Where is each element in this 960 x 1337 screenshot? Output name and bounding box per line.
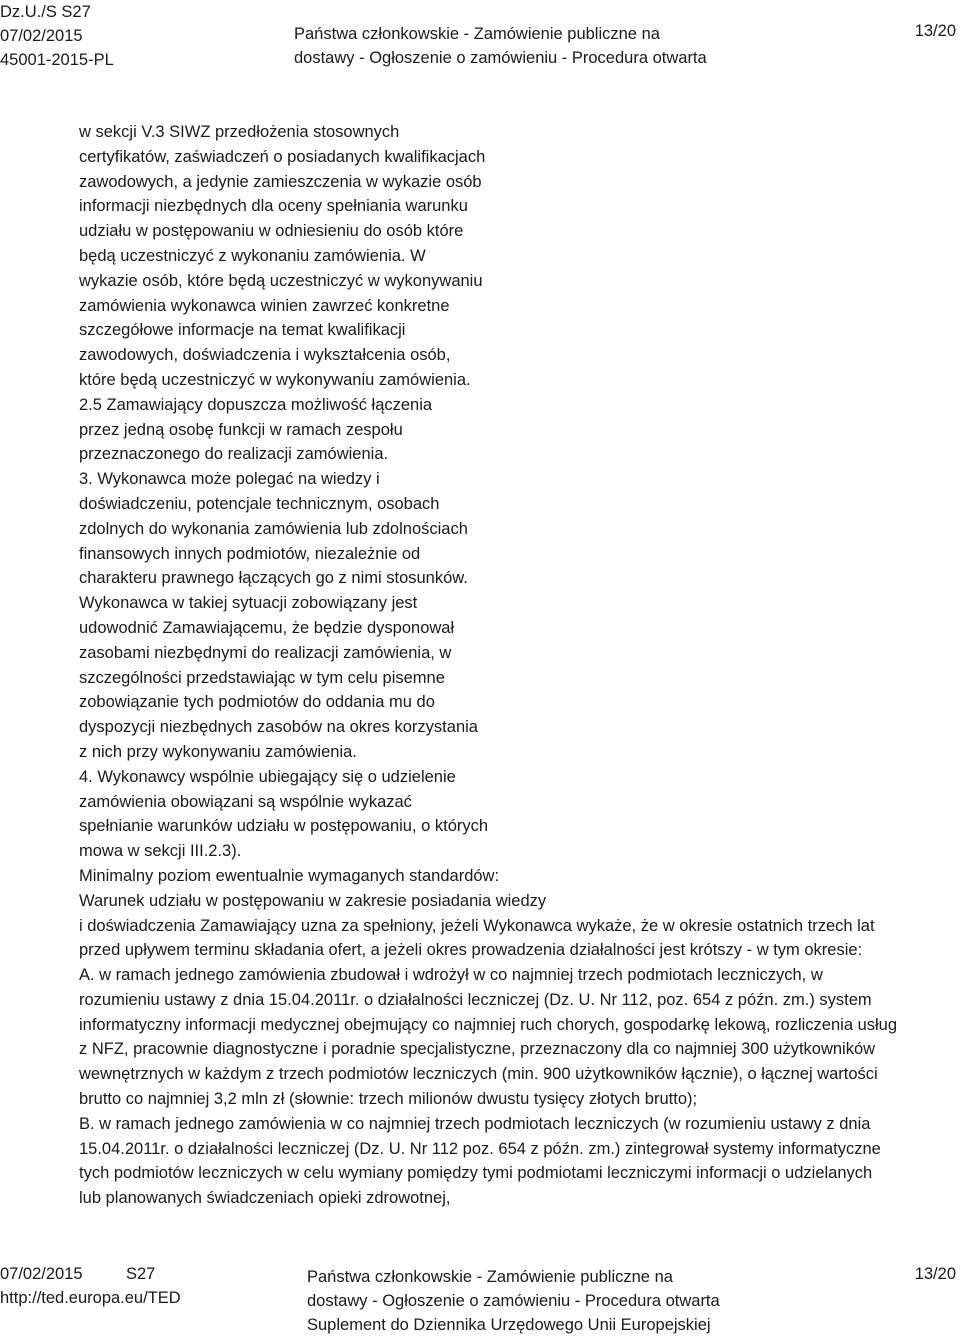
- body-line: zdolnych do wykonania zamówienia lub zdolnościach: [79, 519, 468, 538]
- body-line: zamówienia obowiązani są wspólnie wykazać: [79, 792, 412, 811]
- body-line: mowa w sekcji III.2.3).: [79, 842, 242, 861]
- body-line: informacji niezbędnych dla oceny spełniania warunku: [79, 197, 468, 216]
- body-line: 4. Wykonawcy wspólnie ubiegający się o udzielenie: [79, 767, 456, 786]
- body-line: przez jedną osobę funkcji w ramach zespołu: [79, 420, 403, 439]
- body-line: A. w ramach jednego zamówienia zbudował i wdrożył w co najmniej trzech podmiotach leczniczych, w: [79, 966, 823, 985]
- body-line: lub planowanych świadczeniach opieki zdrowotnej,: [79, 1189, 451, 1208]
- header-left: [0, 0, 114, 72]
- body-line: przeznaczonego do realizacji zamówienia.: [79, 445, 389, 464]
- header-title: [294, 22, 794, 70]
- body-line: finansowych innych podmiotów, niezależnie od: [79, 544, 421, 563]
- header-title-line2: dostawy - Ogłoszenie o zamówieniu - Procedura otwarta: [294, 49, 707, 67]
- body-line: doświadczeniu, potencjale technicznym, osobach: [79, 494, 440, 513]
- body-line: tych podmiotów leczniczych w celu wymiany pomiędzy tymi podmiotami leczniczymi informacji o udzielanych: [79, 1164, 873, 1183]
- body-line: Wykonawca w takiej sytuacji zobowiązany jest: [79, 594, 418, 613]
- body-line: udziału w postępowaniu w odniesieniu do osób które: [79, 222, 464, 241]
- body-line: zawodowych, doświadczenia i wykształcenia osób,: [79, 346, 451, 365]
- body-line: udowodnić Zamawiającemu, że będzie dysponował: [79, 618, 455, 637]
- body-line: rozumieniu ustawy z dnia 15.04.2011r. o działalności leczniczej (Dz. U. Nr 112, poz. 654 z późn. zm.) system: [79, 990, 872, 1009]
- footer-date: 07/02/2015: [0, 1265, 83, 1283]
- body-line: przed upływem terminu składania ofert, a jeżeli okres prowadzenia działalności jest krótszy - w tym okresie:: [79, 941, 863, 960]
- document-body: [79, 120, 897, 1211]
- body-line: wykazie osób, które będą uczestniczyć w wykonywaniu: [79, 271, 483, 290]
- footer-title-line3: Suplement do Dziennika Urzędowego Unii Europejskiej: [307, 1316, 711, 1334]
- body-line: Warunek udziału w postępowaniu w zakresie posiadania wiedzy: [79, 891, 547, 910]
- body-line: i doświadczenia Zamawiający uzna za spełniony, jeżeli Wykonawca wykaże, że w okresie ostatnich trzech lat: [79, 916, 875, 935]
- body-line: brutto co najmniej 3,2 mln zł (słownie: trzech milionów dwustu tysięcy złotych brutto);: [79, 1090, 698, 1109]
- body-line: B. w ramach jednego zamówienia w co najmniej trzech podmiotach leczniczych (w rozumieniu ustawy z dnia: [79, 1114, 871, 1133]
- body-line: spełnianie warunków udziału w postępowaniu, o których: [79, 817, 489, 836]
- body-line: szczegółowe informacje na temat kwalifikacji: [79, 321, 406, 340]
- journal-ref: Dz.U./S S27: [0, 3, 91, 21]
- footer-title: [307, 1265, 720, 1337]
- body-line: 15.04.2011r. o działalności leczniczej (Dz. U. Nr 112 poz. 654 z późn. zm.) zintegrował systemy informatyczne: [79, 1139, 881, 1158]
- body-line: 3. Wykonawca może polegać na wiedzy i: [79, 470, 380, 489]
- body-line: w sekcji V.3 SIWZ przedłożenia stosownych: [79, 123, 400, 141]
- body-line: które będą uczestniczyć w wykonywaniu zamówienia.: [79, 370, 471, 389]
- body-line: szczególności przedstawiając w tym celu pisemne: [79, 668, 445, 687]
- body-line: Minimalny poziom ewentualnie wymaganych standardów:: [79, 866, 500, 885]
- body-line: z nich przy wykonywaniu zamówienia.: [79, 742, 357, 761]
- body-line: certyfikatów, zaświadczeń o posiadanych kwalifikacjach: [79, 147, 486, 166]
- doc-id: 45001-2015-PL: [0, 51, 114, 69]
- body-line: zobowiązanie tych podmiotów do oddania mu do: [79, 693, 435, 712]
- footer-title-line2: dostawy - Ogłoszenie o zamówieniu - Procedura otwarta: [307, 1292, 720, 1310]
- body-line: zamówienia wykonawca winien zawrzeć konkretne: [79, 296, 450, 315]
- header-page-number: 13/20: [914, 22, 956, 40]
- footer-series: S27: [126, 1265, 156, 1283]
- footer-title-line1: Państwa członkowskie - Zamówienie publiczne na: [307, 1268, 673, 1286]
- body-line: będą uczestniczyć z wykonaniu zamówienia. W: [79, 246, 426, 265]
- body-line: zawodowych, a jedynie zamieszczenia w wykazie osób: [79, 172, 482, 191]
- body-line: charakteru prawnego łączących go z nimi stosunków.: [79, 569, 468, 588]
- body-line: informatyczny informacji medycznej obejmujący co najmniej ruch chorych, gospodarkę lekową, rozliczenia usług: [79, 1015, 898, 1034]
- body-line: 2.5 Zamawiający dopuszcza możliwość łączenia: [79, 395, 433, 414]
- body-line: z NFZ, pracownie diagnostyczne i poradnie specjalistyczne, przeznaczony dla co najmniej 300 użytkowników: [79, 1040, 876, 1059]
- body-line: zasobami niezbędnymi do realizacji zamówienia, w: [79, 643, 452, 662]
- header-title-line1: Państwa członkowskie - Zamówienie publiczne na: [294, 25, 660, 43]
- body-line: wewnętrznych w każdym z trzech podmiotów leczniczych (min. 900 użytkowników łącznie), o łącznej wartości: [79, 1065, 878, 1084]
- footer-page-number: 13/20: [914, 1265, 956, 1283]
- header-date: 07/02/2015: [0, 27, 83, 45]
- body-line: dyspozycji niezbędnych zasobów na okres korzystania: [79, 718, 478, 737]
- footer-url[interactable]: http://ted.europa.eu/TED: [0, 1289, 181, 1307]
